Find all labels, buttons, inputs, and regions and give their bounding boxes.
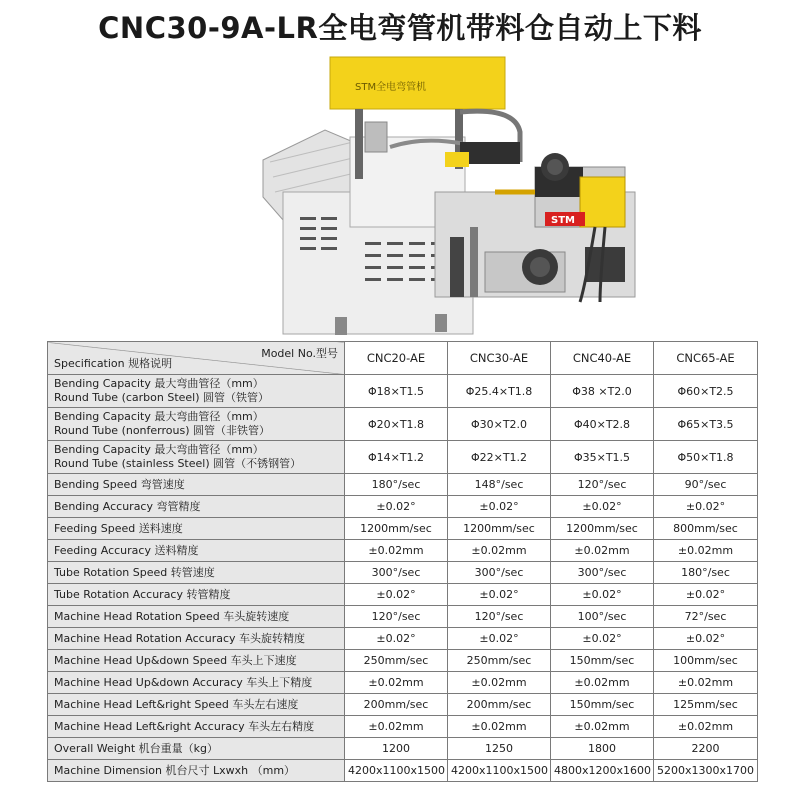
model-header-cell: CNC65-AE	[654, 342, 758, 375]
spec-value-cell: Φ25.4×T1.8	[448, 375, 551, 408]
spec-label-text: Bending Capacity 最大弯曲管径（mm）	[54, 443, 264, 456]
spec-value-cell: 120°/sec	[345, 606, 448, 628]
table-row	[48, 375, 758, 408]
model-header-cell: CNC40-AE	[551, 342, 654, 375]
spec-value-cell: 1250	[448, 738, 551, 760]
table-row	[48, 628, 758, 650]
spec-value-cell: 4800x1200x1600	[551, 760, 654, 782]
spec-value-cell: 300°/sec	[345, 562, 448, 584]
spec-label-text: Bending Accuracy 弯管精度	[54, 499, 201, 513]
spec-value-cell: 5200x1300x1700	[654, 760, 758, 782]
spec-value-cell: 100°/sec	[551, 606, 654, 628]
model-header-cell: CNC30-AE	[448, 342, 551, 375]
spec-label-cell	[48, 496, 345, 518]
table-row	[48, 496, 758, 518]
spec-label-text: Feeding Accuracy 送料精度	[54, 543, 199, 557]
spec-value-cell: ±0.02mm	[345, 716, 448, 738]
spec-label-cell	[48, 738, 345, 760]
spec-label-text: Machine Head Rotation Accuracy 车头旋转精度	[54, 631, 306, 645]
spec-value-cell: ±0.02mm	[551, 672, 654, 694]
spec-label-text: Tube Rotation Speed 转管速度	[54, 565, 215, 579]
spec-label-text: Bending Speed 弯管速度	[54, 477, 185, 491]
spec-label-text: Feeding Speed 送料速度	[54, 521, 183, 535]
spec-value-cell: 4200x1100x1500	[448, 760, 551, 782]
spec-value-cell: ±0.02mm	[448, 716, 551, 738]
spec-label-text: Machine Head Rotation Speed 车头旋转速度	[54, 609, 290, 623]
spec-label-cell	[48, 540, 345, 562]
spec-value-cell: ±0.02mm	[345, 672, 448, 694]
spec-label-text: Bending Capacity 最大弯曲管径（mm）	[54, 377, 264, 390]
panel-text: STM全电弯管机	[355, 82, 427, 93]
spec-value-cell: ±0.02°	[551, 628, 654, 650]
spec-label-text: Round Tube (stainless Steel) 圆管（不锈钢管）	[54, 457, 302, 470]
spec-value-cell: ±0.02mm	[654, 540, 758, 562]
spec-value-cell: Φ20×T1.8	[345, 408, 448, 441]
spec-value-cell: Φ60×T2.5	[654, 375, 758, 408]
page-title: CNC30-9A-LR全电弯管机带料仓自动上下料	[98, 11, 702, 45]
spec-label-cell	[48, 408, 345, 441]
spec-value-cell: ±0.02°	[448, 584, 551, 606]
spec-value-cell: 72°/sec	[654, 606, 758, 628]
spec-value-cell: ±0.02°	[345, 628, 448, 650]
spec-value-cell: Φ50×T1.8	[654, 441, 758, 474]
spec-label-text: Round Tube (nonferrous) 圆管（非铁管）	[54, 424, 271, 437]
spec-value-cell: Φ18×T1.5	[345, 375, 448, 408]
model-header-cell: CNC20-AE	[345, 342, 448, 375]
spec-value-cell: ±0.02mm	[448, 540, 551, 562]
table-row	[48, 540, 758, 562]
spec-value-cell: 125mm/sec	[654, 694, 758, 716]
spec-value-cell: ±0.02°	[448, 496, 551, 518]
spec-value-cell: ±0.02mm	[654, 672, 758, 694]
spec-value-cell: ±0.02°	[345, 496, 448, 518]
spec-value-cell: ±0.02°	[551, 496, 654, 518]
spec-label-cell	[48, 441, 345, 474]
table-row	[48, 694, 758, 716]
table-header-row	[48, 342, 758, 375]
spec-label-cell	[48, 562, 345, 584]
spec-value-cell: 250mm/sec	[448, 650, 551, 672]
spec-label-cell	[48, 628, 345, 650]
brand-badge-text: STM	[551, 215, 575, 226]
table-row	[48, 408, 758, 441]
spec-value-cell: Φ38 ×T2.0	[551, 375, 654, 408]
spec-value-cell: Φ14×T1.2	[345, 441, 448, 474]
spec-value-cell: ±0.02mm	[654, 716, 758, 738]
spec-value-cell: 148°/sec	[448, 474, 551, 496]
table-row	[48, 738, 758, 760]
spec-value-cell: Φ22×T1.2	[448, 441, 551, 474]
spec-value-cell: ±0.02mm	[345, 540, 448, 562]
spec-value-cell: ±0.02°	[654, 496, 758, 518]
spec-label-text: Machine Head Left&right Speed 车头左右速度	[54, 697, 299, 711]
spec-value-cell: ±0.02°	[551, 584, 654, 606]
spec-label-cell	[48, 760, 345, 782]
spec-label-text: Machine Head Up&down Speed 车头上下速度	[54, 653, 297, 667]
spec-value-cell: Φ40×T2.8	[551, 408, 654, 441]
spec-value-cell: Φ35×T1.5	[551, 441, 654, 474]
table-row	[48, 606, 758, 628]
spec-table	[47, 341, 758, 782]
table-row	[48, 474, 758, 496]
table-row	[48, 716, 758, 738]
table-row	[48, 672, 758, 694]
spec-value-cell: 1200	[345, 738, 448, 760]
spec-value-cell: ±0.02°	[654, 628, 758, 650]
spec-label-cell	[48, 716, 345, 738]
spec-value-cell: ±0.02°	[345, 584, 448, 606]
spec-value-cell: 2200	[654, 738, 758, 760]
spec-value-cell: 1200mm/sec	[448, 518, 551, 540]
spec-value-cell: 180°/sec	[654, 562, 758, 584]
spec-value-cell: 250mm/sec	[345, 650, 448, 672]
spec-label-cell	[48, 672, 345, 694]
spec-value-cell: ±0.02mm	[448, 672, 551, 694]
spec-value-cell: 4200x1100x1500	[345, 760, 448, 782]
spec-value-cell: Φ65×T3.5	[654, 408, 758, 441]
spec-value-cell: ±0.02°	[448, 628, 551, 650]
spec-label-text: Machine Head Left&right Accuracy 车头左右精度	[54, 719, 315, 733]
spec-label-cell	[48, 650, 345, 672]
spec-value-cell: 300°/sec	[551, 562, 654, 584]
model-number-label: Model No.型号	[261, 347, 338, 360]
spec-label-cell	[48, 375, 345, 408]
spec-value-cell: 800mm/sec	[654, 518, 758, 540]
spec-label-cell	[48, 694, 345, 716]
specification-label: Specification 规格说明	[54, 357, 173, 370]
table-row	[48, 584, 758, 606]
spec-label-text: Machine Head Up&down Accuracy 车头上下精度	[54, 675, 313, 689]
spec-label-text: Machine Dimension 机台尺寸 Lxwxh （mm）	[54, 763, 296, 777]
spec-value-cell: 100mm/sec	[654, 650, 758, 672]
spec-label-cell	[48, 474, 345, 496]
spec-label-text: Bending Capacity 最大弯曲管径（mm）	[54, 410, 264, 423]
spec-value-cell: 180°/sec	[345, 474, 448, 496]
header-corner-cell	[48, 342, 345, 375]
table-row	[48, 518, 758, 540]
spec-label-cell	[48, 518, 345, 540]
spec-label-text: Tube Rotation Accuracy 转管精度	[54, 587, 231, 601]
spec-value-cell: 300°/sec	[448, 562, 551, 584]
spec-label-cell	[48, 584, 345, 606]
table-row	[48, 760, 758, 782]
spec-label-text: Round Tube (carbon Steel) 圆管（铁管）	[54, 391, 270, 404]
spec-value-cell: 90°/sec	[654, 474, 758, 496]
spec-value-cell: 1800	[551, 738, 654, 760]
spec-value-cell: 1200mm/sec	[551, 518, 654, 540]
table-row	[48, 650, 758, 672]
spec-value-cell: 200mm/sec	[448, 694, 551, 716]
spec-value-cell: ±0.02mm	[551, 540, 654, 562]
spec-label-text: Overall Weight 机台重量（kg）	[54, 741, 218, 755]
machine-photo	[255, 52, 775, 337]
spec-value-cell: 1200mm/sec	[345, 518, 448, 540]
spec-value-cell: ±0.02mm	[551, 716, 654, 738]
spec-value-cell: 120°/sec	[551, 474, 654, 496]
spec-value-cell: 200mm/sec	[345, 694, 448, 716]
spec-value-cell: Φ30×T2.0	[448, 408, 551, 441]
spec-value-cell: 150mm/sec	[551, 694, 654, 716]
spec-label-cell	[48, 606, 345, 628]
spec-value-cell: 120°/sec	[448, 606, 551, 628]
spec-value-cell: 150mm/sec	[551, 650, 654, 672]
spec-value-cell: ±0.02°	[654, 584, 758, 606]
table-row	[48, 562, 758, 584]
table-row	[48, 441, 758, 474]
